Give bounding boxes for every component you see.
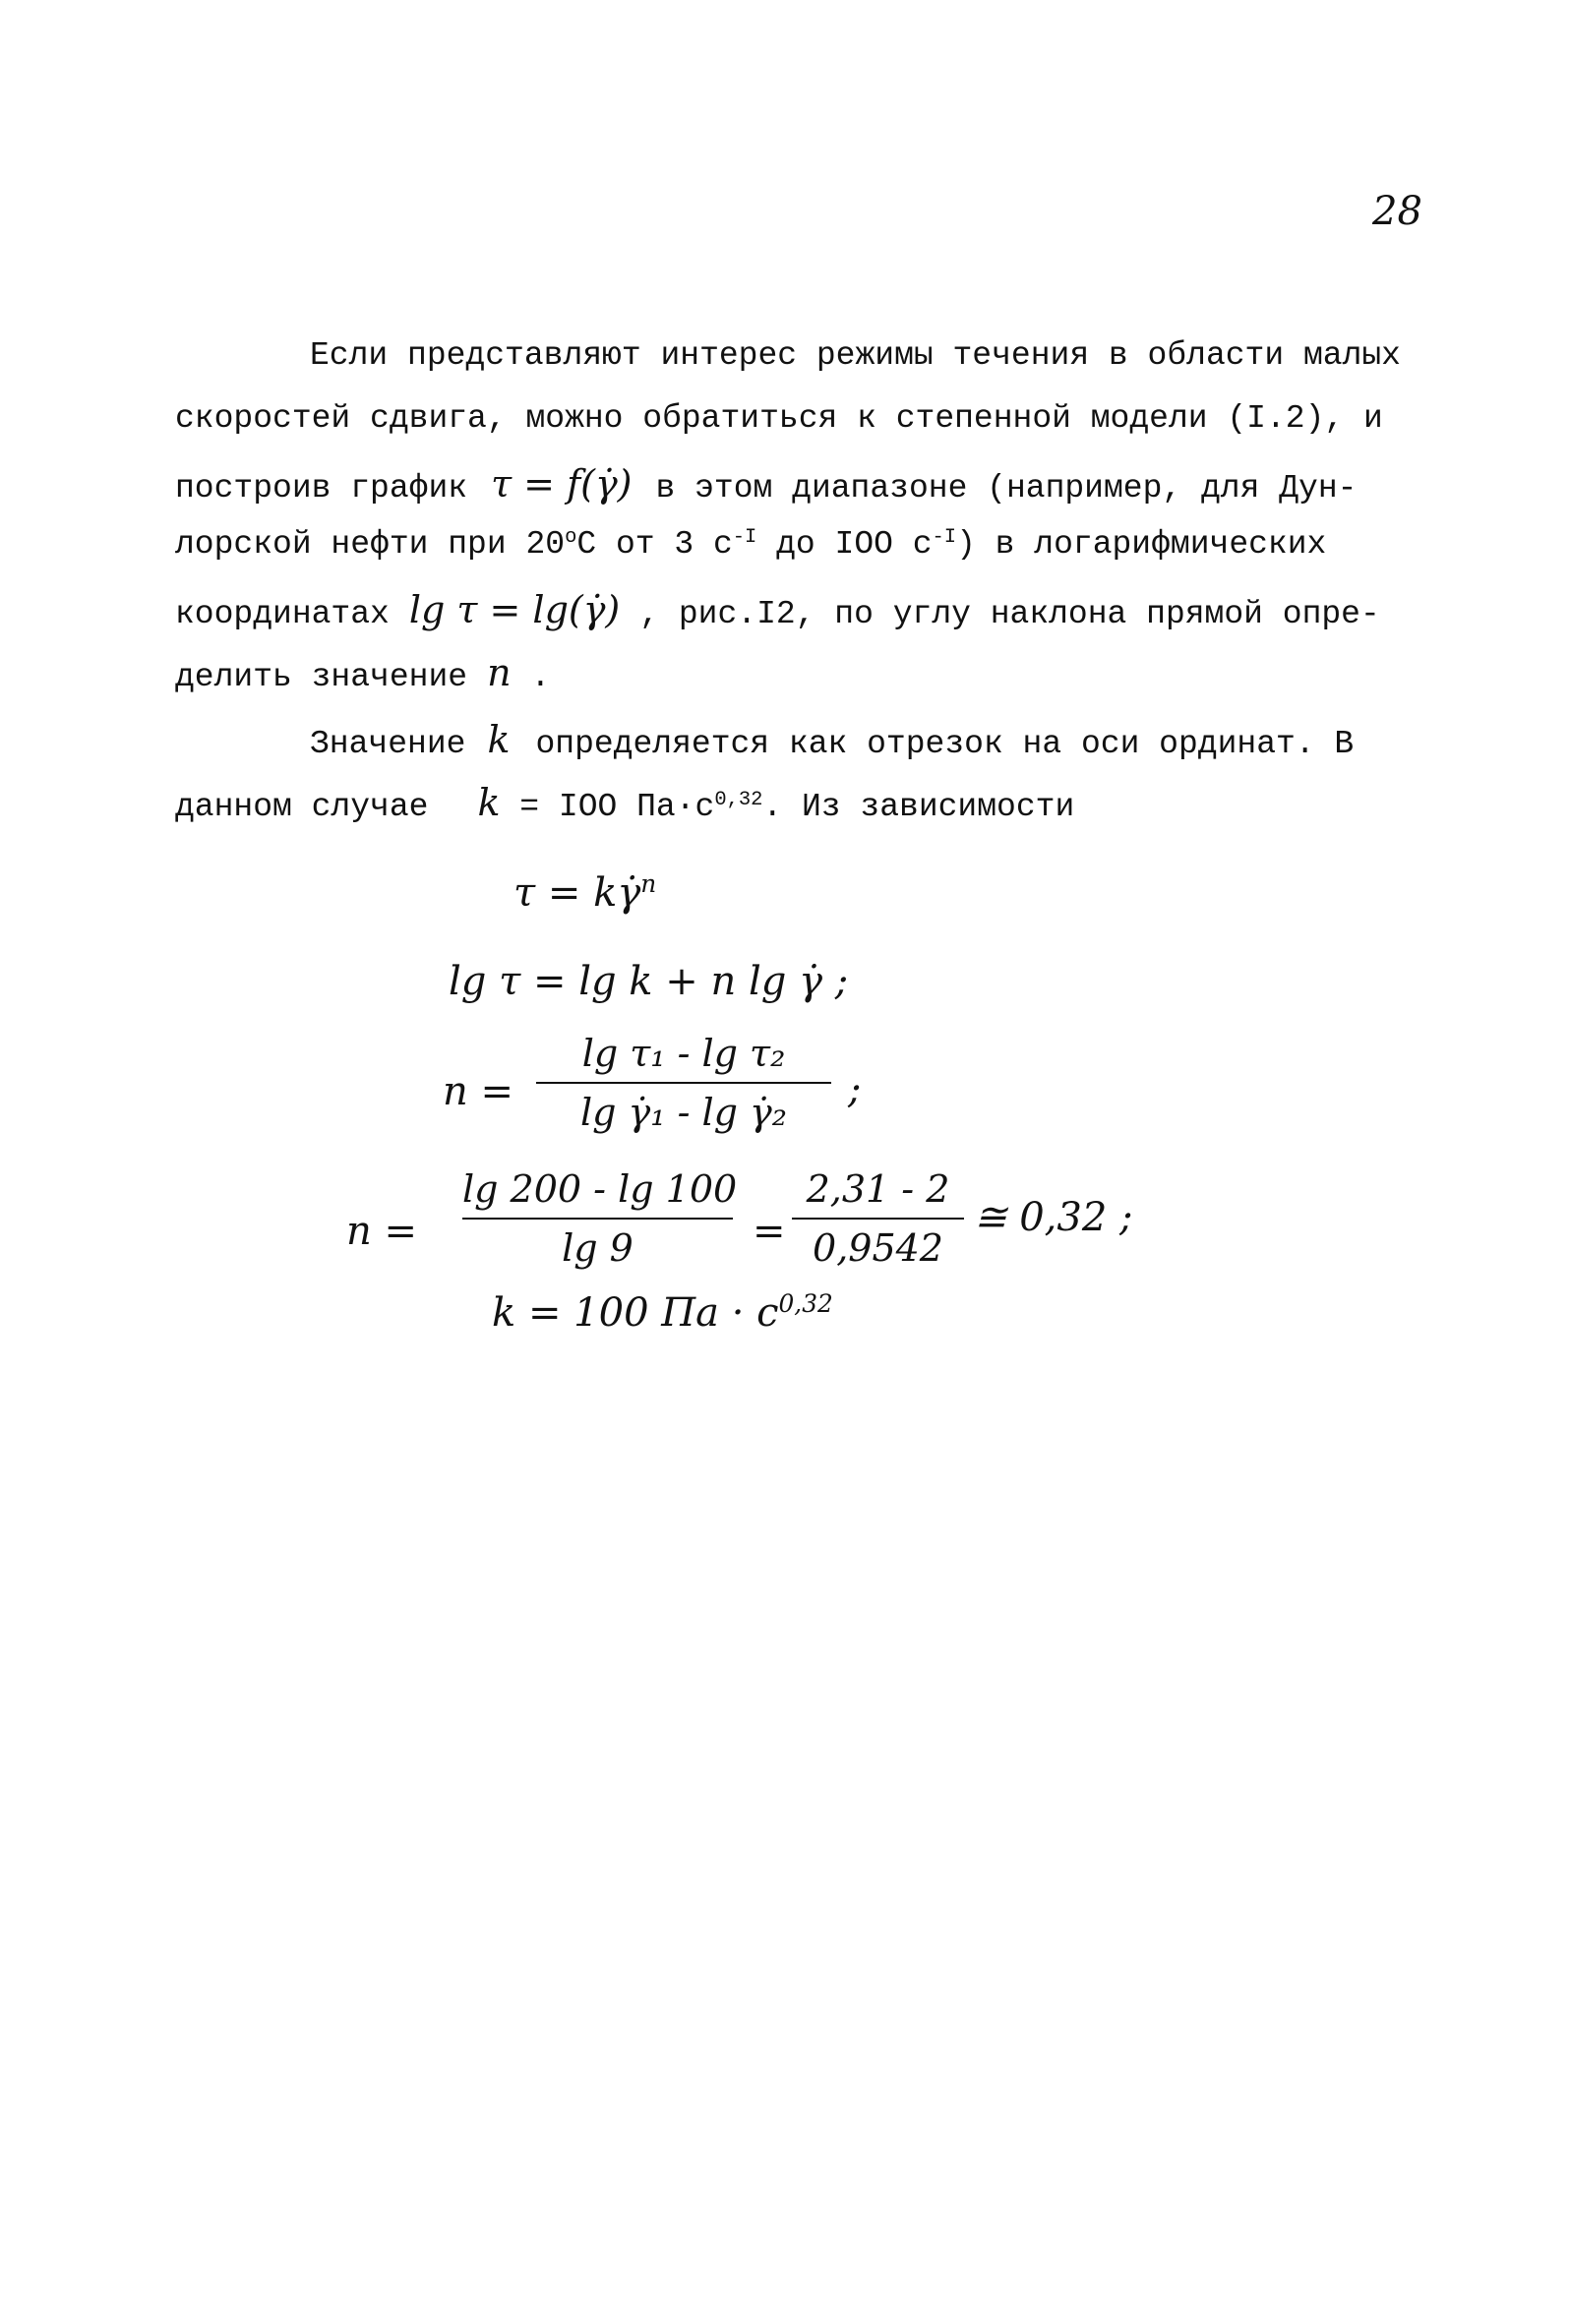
text-line: координатах lg τ = lg(γ̇) , рис.I2, по углу наклона прямой опре- <box>175 588 1380 632</box>
fraction-bar <box>462 1218 733 1220</box>
shear-stress-function-formula: τ = f(γ̇) <box>491 462 633 506</box>
fraction-denominator: 0,9542 <box>813 1226 943 1270</box>
text-line: скоростей сдвига, можно обратиться к степенной модели (I.2), и <box>175 400 1383 437</box>
log-equation: lg τ = lg k + n lg γ̇ ; <box>449 959 849 1004</box>
k-value: k = 100 Па · $с^{0,32}$ <box>492 1289 833 1336</box>
fraction-bar <box>792 1218 964 1220</box>
text-line: построив график τ = f(γ̇) в этом диапазоне (например, для Дун- <box>175 462 1358 507</box>
fraction-denominator: lg γ̇₁ - lg γ̇₂ <box>579 1091 787 1134</box>
text-line: Если представляют интерес режимы течения в области малых <box>310 337 1401 374</box>
page-number: 28 <box>1372 189 1422 234</box>
fraction-numerator: 2,31 - 2 <box>806 1167 950 1211</box>
n-result: ≅ 0,32 ; <box>974 1195 1133 1240</box>
text-line: Значение k определяется как отрезок на оси ординат. В <box>310 718 1355 762</box>
text-line: данном случае k = IOO $Па\cdot с^{0,32}$. Из зависимости <box>175 781 1075 825</box>
text-line: делить значение n . <box>175 651 551 695</box>
power-law-equation: τ = kγ̇$^n$ <box>513 869 657 916</box>
log-coordinates-formula: lg τ = lg(γ̇) <box>408 588 621 631</box>
fraction-numerator: lg τ₁ - lg τ₂ <box>581 1032 786 1075</box>
fraction-bar <box>536 1082 831 1084</box>
fraction-denominator: lg 9 <box>562 1226 634 1270</box>
fraction-numerator: lg 200 - lg 100 <box>462 1167 738 1211</box>
text-line: лорской нефти при $20^оС$ от 3 $с^{-I}$ до IOO $с^{-I}$) в логарифмических <box>175 525 1327 563</box>
